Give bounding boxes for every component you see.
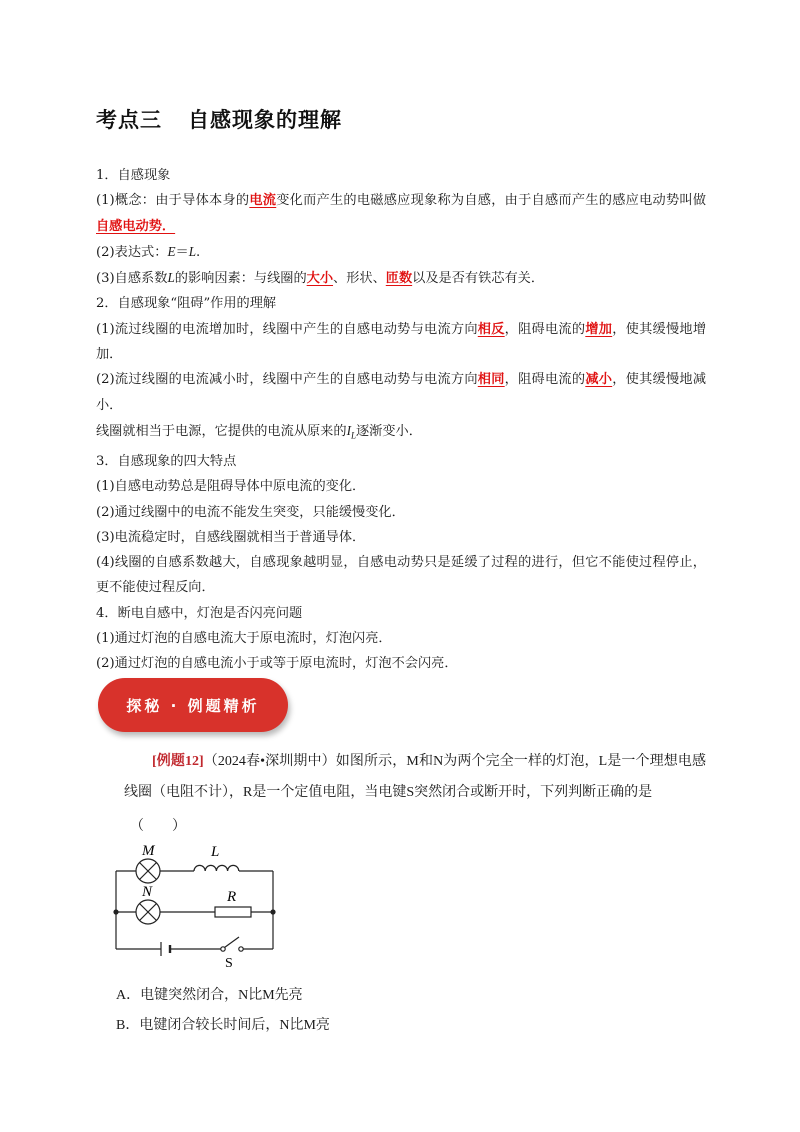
keyword: 匝数 [385, 271, 413, 287]
answer-blank: （ ） [130, 819, 186, 834]
example-question [124, 746, 706, 808]
s3-item: (1)自感电动势总是阻碍导体中原电流的变化． [96, 479, 366, 495]
switch [221, 937, 243, 951]
resistor-label: R [227, 889, 237, 905]
keyword: 相同 [477, 372, 505, 388]
s1-coefficient: (3)自感系数L的影响因素：与线圈的大小、形状、匝数以及是否有铁芯有关． [96, 270, 545, 287]
example-tag: [例题12] [152, 754, 204, 769]
lamp-m [136, 859, 160, 883]
option-a[interactable]: A．电键突然闭合，N比M先亮 [116, 988, 303, 1003]
page-title [96, 104, 342, 134]
title-prefix: 考点三 [96, 108, 162, 132]
keyword: 自感电动势． [96, 218, 176, 234]
keyword: 电流 [249, 193, 277, 209]
s1-heading: 1．自感现象 [96, 168, 171, 183]
keyword: 相反 [477, 321, 505, 337]
s4-heading: 4．断电自感中，灯泡是否闪亮问题 [96, 605, 303, 621]
circuit-diagram [108, 838, 298, 970]
s1-concept: (1)概念：由于导体本身的电流变化而产生的电磁感应现象称为自感，由于自感而产生的感应电动势叫做自感电动势． [96, 193, 707, 234]
inductor [194, 865, 239, 871]
s2-increase: (1)流过线圈的电流增加时，线圈中产生的自感电动势与电流方向相反，阻碍电流的增加，使其缓慢地增加． [96, 321, 707, 363]
s4-item: (2)通过灯泡的自感电流小于或等于原电流时，灯泡不会闪亮． [96, 656, 458, 672]
section-banner: 探秘 · 例题精析 [98, 678, 288, 732]
resistor [215, 907, 251, 917]
lamp-n [136, 900, 160, 924]
title-main: 自感现象的理解 [188, 108, 342, 132]
s2-source: 线圈就相当于电源，它提供的电流从原来的$I_L$逐渐变小． [96, 422, 422, 441]
keyword: 减小 [585, 372, 613, 388]
s3-item: (3)电流稳定时，自感线圈就相当于普通导体． [96, 529, 366, 545]
s3-item: (2)通过线圈中的电流不能发生突变，只能缓慢变化． [96, 504, 405, 520]
keyword: 增加 [585, 321, 613, 337]
s1-expression: (2)表达式：E＝L. [96, 243, 201, 260]
s2-decrease: (2)流过线圈的电流减小时，线圈中产生的自感电动势与电流方向相同，阻碍电流的减小，使其缓慢地减小． [96, 372, 707, 413]
battery [161, 942, 170, 956]
junction-dot [270, 909, 275, 914]
inductor-label: L [211, 844, 220, 860]
s2-heading: 2．自感现象“阻碍”作用的理解 [96, 296, 277, 312]
lamp-m-label: M [142, 843, 155, 859]
option-b[interactable]: B．电键闭合较长时间后，N比M亮 [116, 1018, 330, 1033]
junction-dot [113, 909, 118, 914]
switch-label: S [225, 956, 233, 970]
content-body [96, 163, 706, 677]
example-text: （2024春•深圳期中）如图所示，M和N为两个完全一样的灯泡，L是一个理想电感线圈（电阻不计），R是一个定值电阻，当电键S突然闭合或断开时，下列判断正确的是 [124, 754, 706, 800]
lamp-n-label: N [142, 884, 153, 900]
s3-heading: 3．自感现象的四大特点 [96, 453, 237, 469]
s3-item: (4)线圈的自感系数越大，自感现象越明显，自感电动势只是延缓了过程的进行，但它不能使过程停止，更不能使过程反向． [96, 555, 706, 596]
keyword: 大小 [306, 271, 334, 287]
s4-item: (1)通过灯泡的自感电流大于原电流时，灯泡闪亮． [96, 630, 392, 646]
